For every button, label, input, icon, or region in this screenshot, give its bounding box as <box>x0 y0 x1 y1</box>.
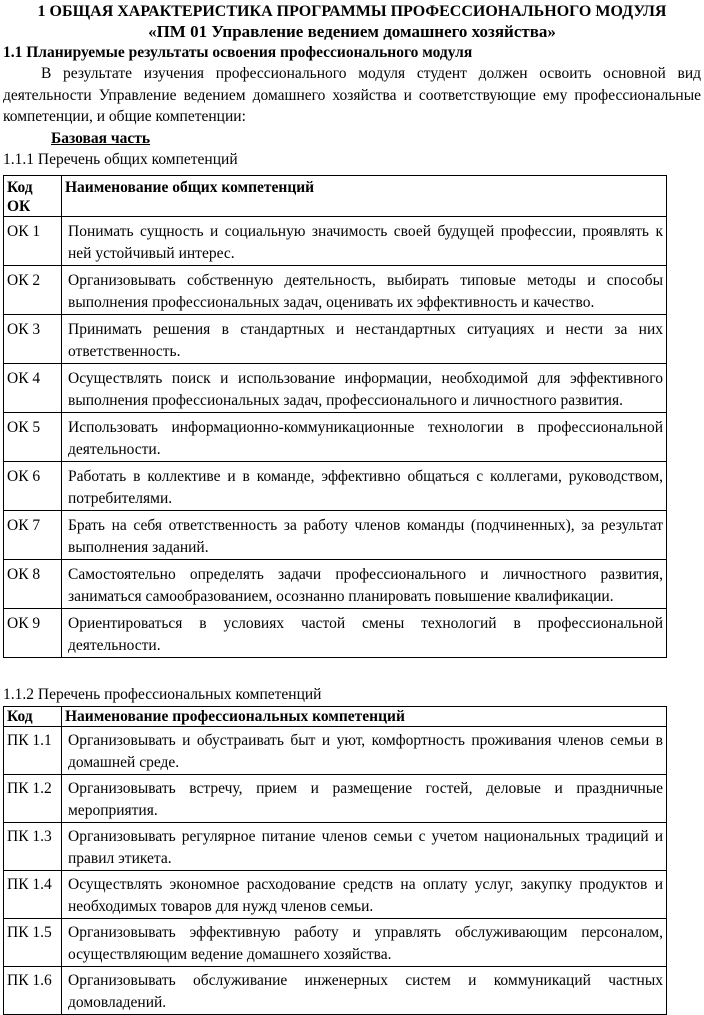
general-competencies-body <box>4 216 667 657</box>
table-row <box>4 412 667 461</box>
table-row <box>4 559 667 608</box>
table-row <box>4 608 667 657</box>
table-row <box>4 510 667 559</box>
table-row <box>4 918 667 966</box>
base-part-heading: Базовая часть <box>51 129 151 147</box>
table-row <box>4 966 667 1014</box>
table-row <box>4 461 667 510</box>
competency-code: ОК 8 <box>4 559 62 608</box>
competency-code: ПК 1.3 <box>4 822 62 870</box>
general-competencies-title: 1.1.1 Перечень общих компетенций <box>3 150 238 168</box>
table-row <box>4 363 667 412</box>
table-row <box>4 216 667 265</box>
general-competencies-table <box>3 175 667 658</box>
competency-description: Осуществлять поиск и использование информации, необходимой для эффективного выполнения профессиональных задач, профессионального и личностного развития. <box>62 363 667 412</box>
intro-paragraph: В результате изучения профессионального модуля студент должен освоить основной вид деятельности Управление ведением домашнего хозяйства и соответствующие ему профессиональные компетенции, и общие компетенции: <box>3 65 701 125</box>
competency-code: ПК 1.2 <box>4 774 62 822</box>
competency-code: ОК 4 <box>4 363 62 412</box>
competency-code: ОК 3 <box>4 314 62 363</box>
competency-description: Брать на себя ответственность за работу членов команды (подчиненных), за результат выполнения заданий. <box>62 510 667 559</box>
professional-competencies-body <box>4 726 667 1014</box>
competency-description: Принимать решения в стандартных и нестандартных ситуациях и нести за них ответственность. <box>62 314 667 363</box>
table-header-row <box>4 706 667 726</box>
competency-code: ОК 5 <box>4 412 62 461</box>
competency-code: ОК 9 <box>4 608 62 657</box>
competency-description: Осуществлять экономное расходование средств на оплату услуг, закупку продуктов и необходимых товаров для нужд членов семьи. <box>62 870 667 918</box>
competency-code: ПК 1.4 <box>4 870 62 918</box>
professional-competencies-table <box>3 706 667 1015</box>
competency-description: Ориентироваться в условиях частой смены технологий в профессиональной деятельности. <box>62 608 667 657</box>
competency-code: ОК 7 <box>4 510 62 559</box>
column-header-code: Код <box>4 706 62 726</box>
professional-competencies-title: 1.1.2 Перечень профессиональных компетенций <box>3 685 322 703</box>
competency-code: ПК 1.5 <box>4 918 62 966</box>
competency-description: Использовать информационно-коммуникационные технологии в профессиональной деятельности. <box>62 412 667 461</box>
table-row <box>4 314 667 363</box>
section-1-1-title: 1.1 Планируемые результаты освоения профессионального модуля <box>3 44 473 61</box>
competency-description: Организовывать обслуживание инженерных систем и коммуникаций частных домовладений. <box>62 966 667 1014</box>
table-row <box>4 265 667 314</box>
competency-description: Работать в коллективе и в команде, эффективно общаться с коллегами, руководством, потребителями. <box>62 461 667 510</box>
competency-description: Организовывать встречу, прием и размещение гостей, деловые и праздничные мероприятия. <box>62 774 667 822</box>
competency-code: ПК 1.6 <box>4 966 62 1014</box>
competency-description: Самостоятельно определять задачи профессионального и личностного развития, заниматься самообразованием, осознанно планировать повышение квалификации. <box>62 559 667 608</box>
table-row <box>4 726 667 774</box>
competency-code: ОК 2 <box>4 265 62 314</box>
competency-description: Понимать сущность и социальную значимость своей будущей профессии, проявлять к ней устойчивый интерес. <box>62 216 667 265</box>
table-row <box>4 822 667 870</box>
competency-description: Организовывать и обустраивать быт и уют, комфортность проживания членов семьи в домашней среде. <box>62 726 667 774</box>
competency-description: Организовывать собственную деятельность, выбирать типовые методы и способы выполнения профессиональных задач, оценивать их эффективность и качество. <box>62 265 667 314</box>
competency-code: ОК 1 <box>4 216 62 265</box>
table-row <box>4 870 667 918</box>
column-header-code: Код ОК <box>4 175 62 216</box>
column-header-name: Наименование общих компетенций <box>62 175 667 216</box>
table-row <box>4 774 667 822</box>
competency-code: ОК 6 <box>4 461 62 510</box>
document-heading-line1: 1 ОБЩАЯ ХАРАКТЕРИСТИКА ПРОГРАММЫ ПРОФЕССИОНАЛЬНОГО МОДУЛЯ <box>37 3 667 20</box>
document-page <box>0 2 704 1011</box>
table-header-row <box>4 175 667 216</box>
competency-description: Организовывать эффективную работу и управлять обслуживающим персоналом, осуществляющим ведение домашнего хозяйства. <box>62 918 667 966</box>
column-header-name: Наименование профессиональных компетенций <box>62 706 667 726</box>
competency-code: ПК 1.1 <box>4 726 62 774</box>
competency-description: Организовывать регулярное питание членов семьи с учетом национальных традиций и правил этикета. <box>62 822 667 870</box>
document-heading-line2: «ПМ 01 Управление ведением домашнего хозяйства» <box>148 22 556 41</box>
